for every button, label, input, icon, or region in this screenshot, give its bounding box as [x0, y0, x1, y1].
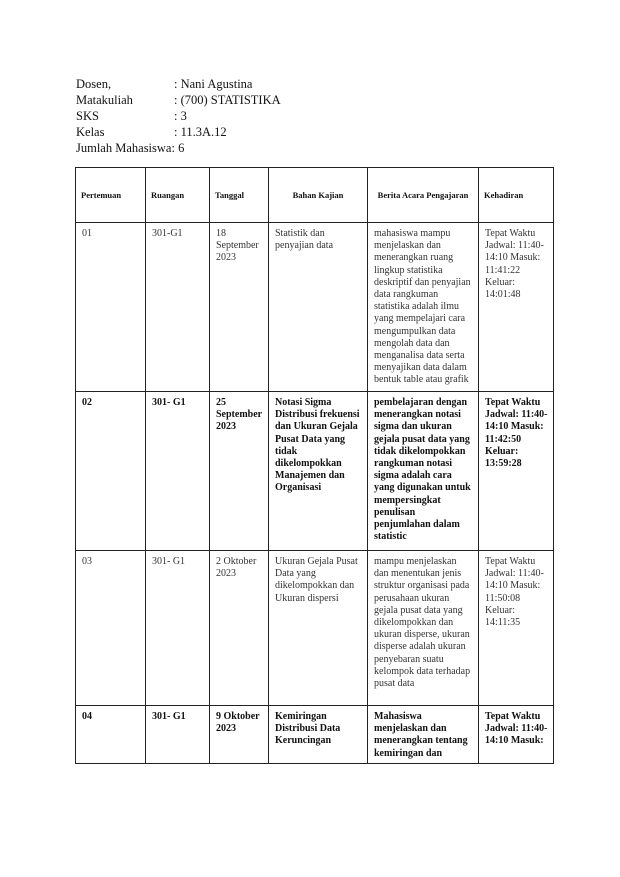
table-header-row [76, 168, 554, 223]
cell-pertemuan: 03 [76, 551, 146, 706]
cell-pertemuan: 04 [76, 706, 146, 764]
kelas-label: Kelas [76, 125, 105, 139]
table-row [76, 706, 554, 764]
cell-ruangan: 301- G1 [146, 706, 210, 764]
cell-pertemuan: 02 [76, 392, 146, 551]
info-row-sks [76, 108, 281, 124]
sks-label: SKS [76, 109, 99, 123]
cell-berita-acara: mampu menjelaskan dan menentukan jenis struktur organisasi pada perusahaan ukuran gejala pusat data yang dikelompokkan dan ukuran disperse, ukuran disperse adalah ukuran penyebaran suatu kelompok data terhadap pusat data [368, 551, 479, 706]
cell-tanggal: 9 Oktober 2023 [210, 706, 269, 764]
info-row-kelas [76, 124, 281, 140]
header-tanggal: Tanggal [210, 168, 269, 223]
matakuliah-value: : (700) STATISTIKA [174, 93, 281, 107]
info-row-matakuliah [76, 92, 281, 108]
cell-bahan-kajian: Kemiringan Distribusi Data Keruncingan [269, 706, 368, 764]
cell-berita-acara: Mahasiswa menjelaskan dan menerangkan tentang kemiringan dan [368, 706, 479, 764]
cell-kehadiran: Tepat Waktu Jadwal: 11:40-14:10 Masuk: 11:41:22 Keluar: 14:01:48 [479, 223, 554, 392]
cell-bahan-kajian: Ukuran Gejala Pusat Data yang dikelompokkan dan Ukuran dispersi [269, 551, 368, 706]
cell-kehadiran: Tepat Waktu Jadwal: 11:40-14:10 Masuk: 11:42:50 Keluar: 13:59:28 [479, 392, 554, 551]
cell-berita-acara: pembelajaran dengan menerangkan notasi sigma dan ukuran gejala pusat data yang tidak dikelompokkan rangkuman notasi sigma adalah cara yang digunakan untuk mempersingkat penulisan penjumlahan dalam statistic [368, 392, 479, 551]
cell-tanggal: 18 September 2023 [210, 223, 269, 392]
cell-ruangan: 301-G1 [146, 223, 210, 392]
cell-tanggal: 25 September 2023 [210, 392, 269, 551]
jumlah-value: : 6 [171, 141, 185, 155]
table-row [76, 551, 554, 706]
cell-kehadiran: Tepat Waktu Jadwal: 11:40-14:10 Masuk: 11:50:08 Keluar: 14:11:35 [479, 551, 554, 706]
cell-berita-acara: mahasiswa mampu menjelaskan dan menerangkan ruang lingkup statistika deskriptif dan penyajian data rangkuman statistika adalah ilmu yang mempelajari cara mengumpulkan data mengolah data dan menganalisa data serta menyajikan data dalam bentuk table atau grafik [368, 223, 479, 392]
cell-tanggal: 2 Oktober 2023 [210, 551, 269, 706]
jumlah-label: Jumlah Mahasiswa [76, 141, 172, 155]
dosen-label: Dosen, [76, 77, 112, 91]
header-ruangan: Ruangan [146, 168, 210, 223]
header-berita-acara: Berita Acara Pengajaran [368, 168, 479, 223]
kelas-value: : 11.3A.12 [174, 125, 227, 139]
header-bahan-kajian: Bahan Kajian [269, 168, 368, 223]
info-row-jumlah [76, 140, 281, 156]
cell-ruangan: 301- G1 [146, 551, 210, 706]
table-row [76, 392, 554, 551]
header-kehadiran: Kehadiran [479, 168, 554, 223]
cell-kehadiran: Tepat Waktu Jadwal: 11:40-14:10 Masuk: [479, 706, 554, 764]
info-row-dosen [76, 76, 281, 92]
sks-value: : 3 [174, 109, 187, 123]
cell-bahan-kajian: Statistik dan penyajian data [269, 223, 368, 392]
dosen-value: : Nani Agustina [174, 77, 253, 91]
lecture-info [76, 76, 281, 156]
table-row [76, 223, 554, 392]
cell-bahan-kajian: Notasi Sigma Distribusi frekuensi dan Ukuran Gejala Pusat Data yang tidak dikelompokkan Manajemen dan Organisasi [269, 392, 368, 551]
header-pertemuan: Pertemuan [76, 168, 146, 223]
cell-ruangan: 301- G1 [146, 392, 210, 551]
cell-pertemuan: 01 [76, 223, 146, 392]
attendance-table [75, 167, 554, 764]
matakuliah-label: Matakuliah [76, 93, 133, 107]
